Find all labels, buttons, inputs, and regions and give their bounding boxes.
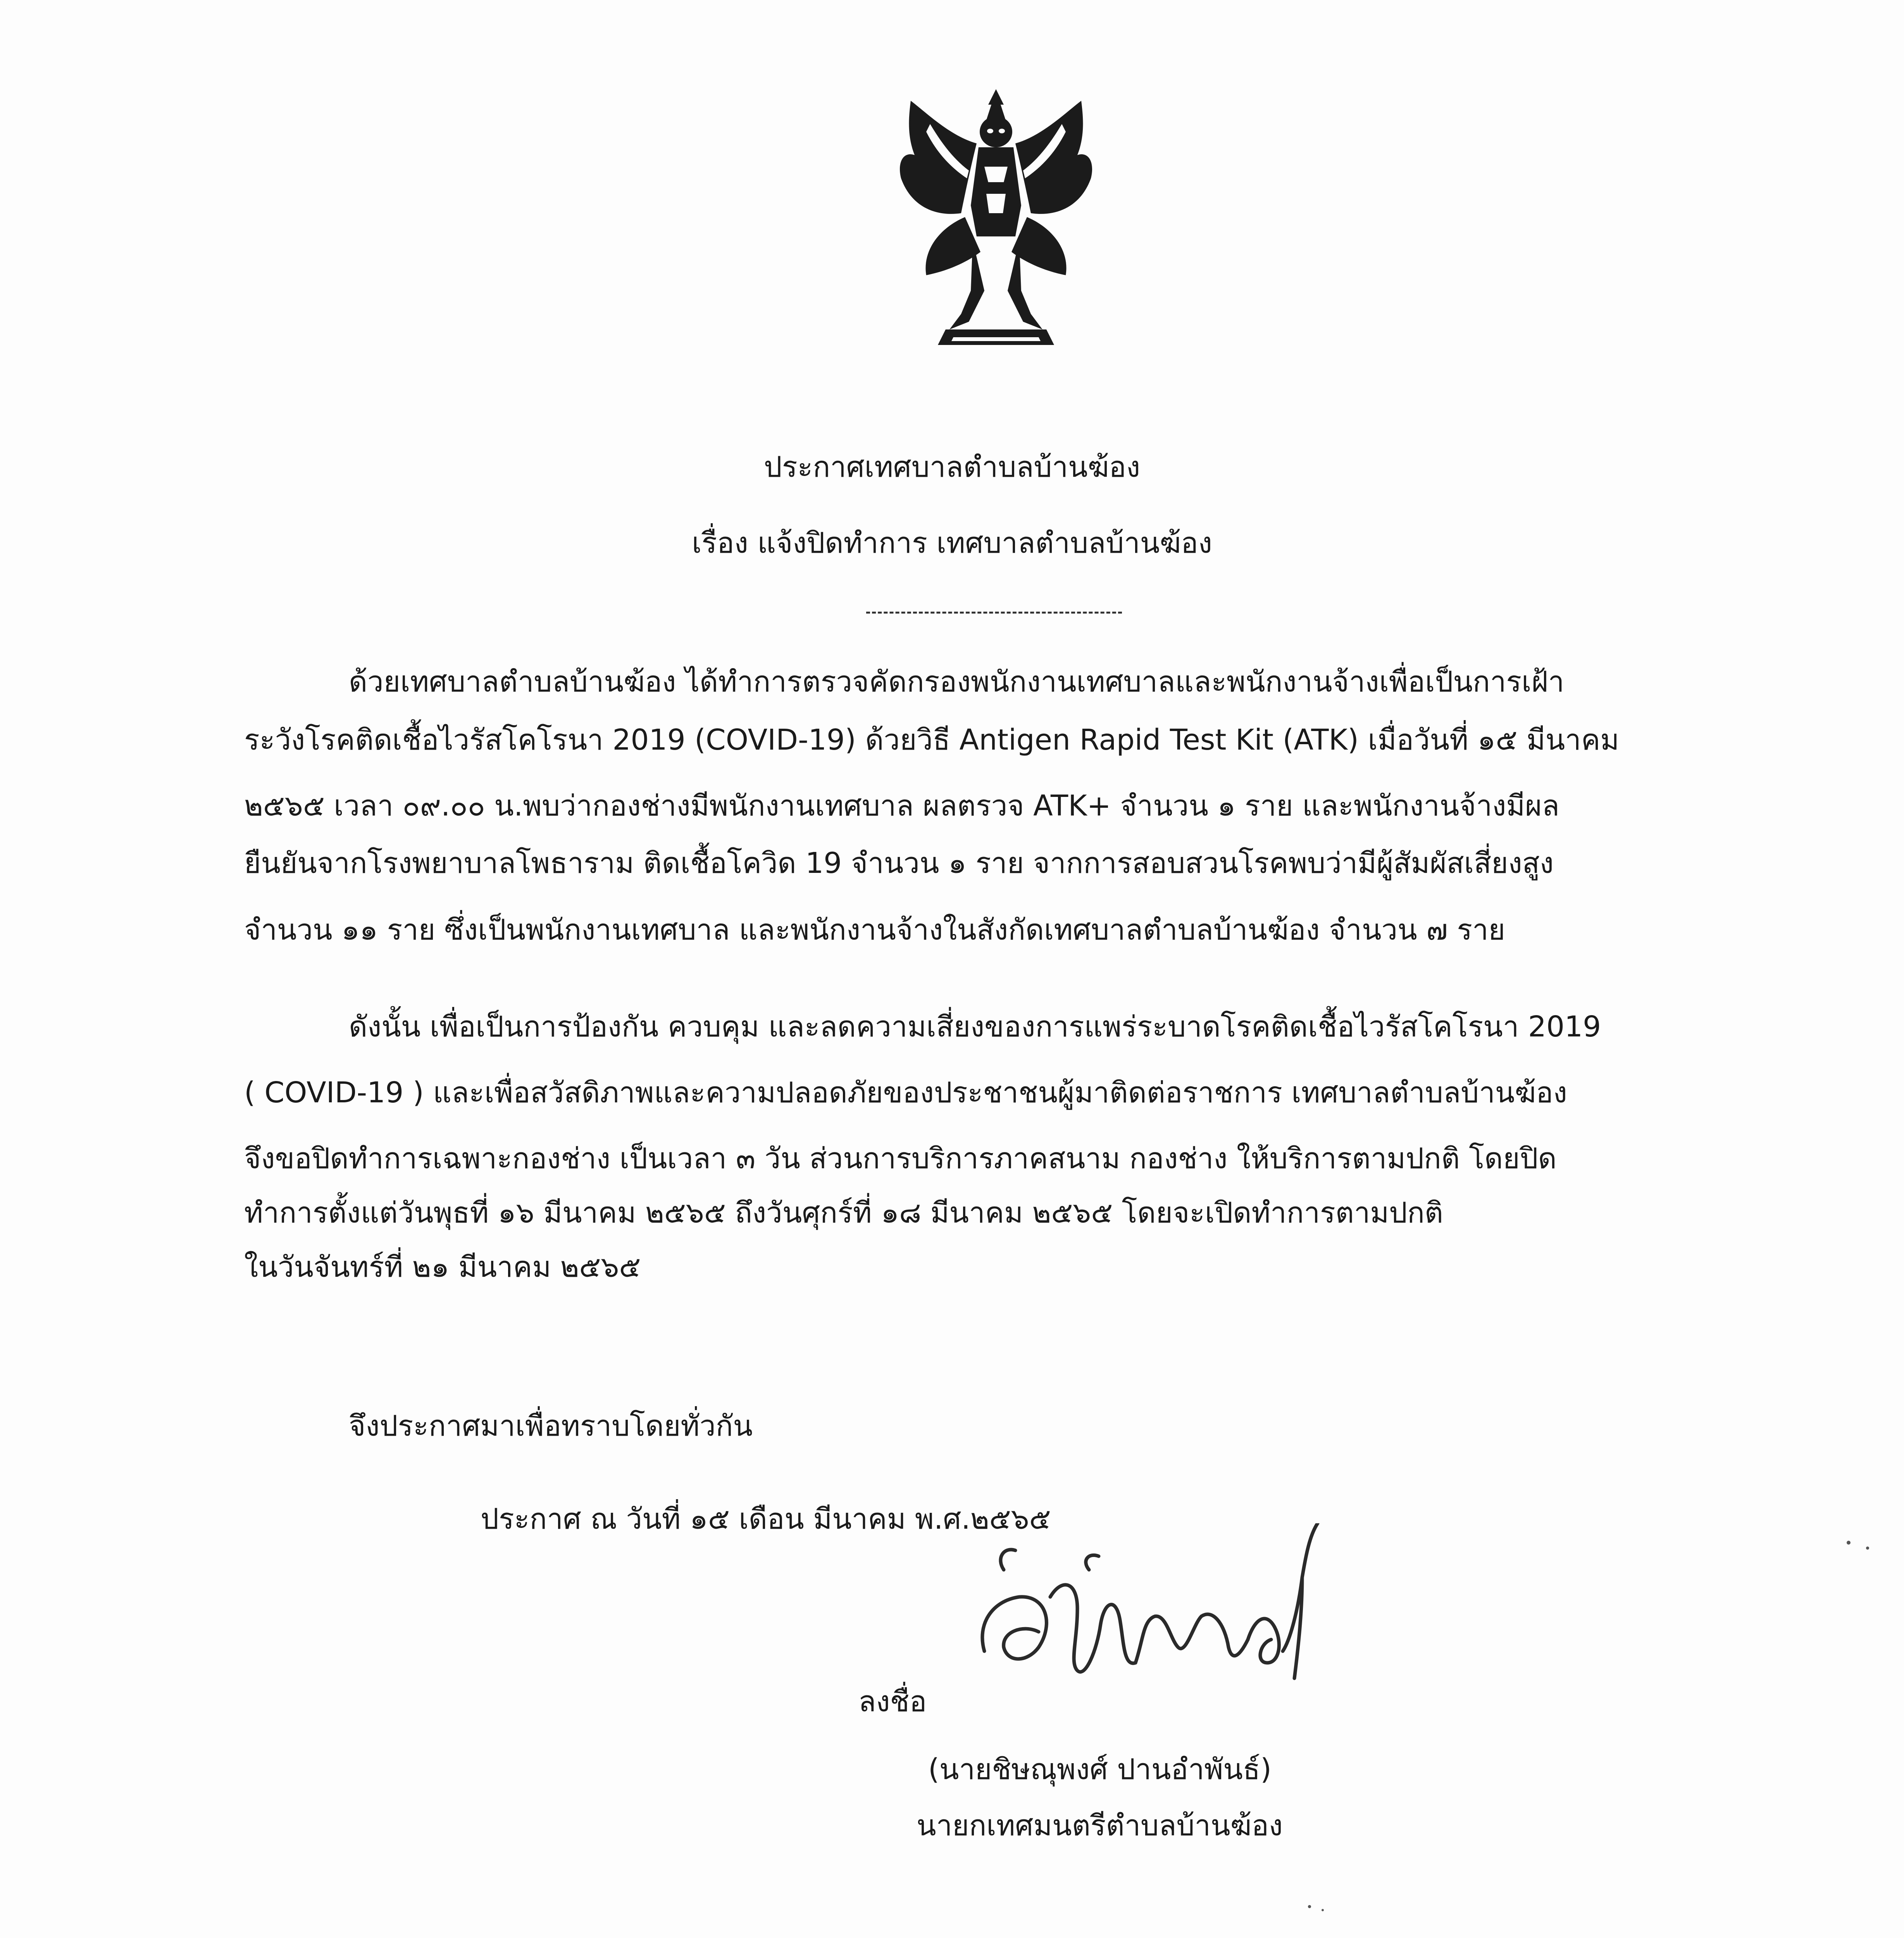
scan-speck [1308,1905,1311,1908]
paragraph-1-line: ระวังโรคติดเชื้อไวรัสโคโรนา 2019 (COVID-19) ด้วยวิธี Antigen Rapid Test Kit (ATK) เมื่อวันที่ ๑๕ มีนาคม [244,723,1620,757]
signatory-position: นายกเทศมนตรีตำบลบ้านฆ้อง [917,1809,1283,1842]
announcement-title: ประกาศเทศบาลตำบลบ้านฆ้อง [763,450,1141,484]
handwritten-signature [961,1523,1349,1740]
paragraph-1-line: ยืนยันจากโรงพยาบาลโพธาราม ติดเชื้อโควิด 19 จำนวน ๑ ราย จากการสอบสวนโรคพบว่ามีผู้สัมผัสเสี่ยงสูง [244,847,1554,880]
paragraph-2-line: จึงขอปิดทำการเฉพาะกองช่าง เป็นเวลา ๓ วัน ส่วนการบริการภาคสนาม กองช่าง ให้บริการตามปกติ โดยปิด [244,1142,1557,1175]
scan-speck [1847,1541,1851,1545]
scan-speck [1322,1909,1324,1911]
signatory-name: (นายชิษณุพงศ์ ปานอำพันธ์) [928,1753,1272,1786]
announcement-subject: เรื่อง แจ้งปิดทำการ เทศบาลตำบลบ้านฆ้อง [692,526,1212,560]
paragraph-2-line: ( COVID-19 ) และเพื่อสวัสดิภาพและความปลอดภัยของประชาชนผู้มาติดต่อราชการ เทศบาลตำบลบ้านฆ้อง [244,1076,1567,1109]
title-divider [866,612,1122,614]
signature-label: ลงชื่อ [858,1685,927,1718]
paragraph-1-line: ๒๕๖๕ เวลา ๐๙.๐๐ น.พบว่ากองช่างมีพนักงานเทศบาล ผลตรวจ ATK+ จำนวน ๑ ราย และพนักงานจ้างมีผล [244,789,1559,822]
paragraph-2-line: ในวันจันทร์ที่ ๒๑ มีนาคม ๒๕๖๕ [244,1250,641,1284]
announcement-date: ประกาศ ณ วันที่ ๑๕ เดือน มีนาคม พ.ศ.๒๕๖๕ [481,1502,1051,1536]
scan-speck [1866,1547,1869,1550]
garuda-emblem-icon [887,89,1104,353]
paragraph-1-line: จำนวน ๑๑ ราย ซึ่งเป็นพนักงานเทศบาล และพนักงานจ้างในสังกัดเทศบาลตำบลบ้านฆ้อง จำนวน ๗ ราย [244,913,1506,947]
paragraph-2-line: ดังนั้น เพื่อเป็นการป้องกัน ควบคุม และลดความเสี่ยงของการแพร่ระบาดโรคติดเชื้อไวรัสโคโรนา 2019 [349,1010,1601,1043]
closing-statement: จึงประกาศมาเพื่อทราบโดยทั่วกัน [349,1409,753,1443]
paragraph-1-line: ด้วยเทศบาลตำบลบ้านฆ้อง ได้ทำการตรวจคัดกรองพนักงานเทศบาลและพนักงานจ้างเพื่อเป็นการเฝ้า [349,665,1565,698]
paragraph-2-line: ทำการตั้งแต่วันพุธที่ ๑๖ มีนาคม ๒๕๖๕ ถึงวันศุกร์ที่ ๑๘ มีนาคม ๒๕๖๕ โดยจะเปิดทำการตามปกติ [244,1196,1443,1229]
